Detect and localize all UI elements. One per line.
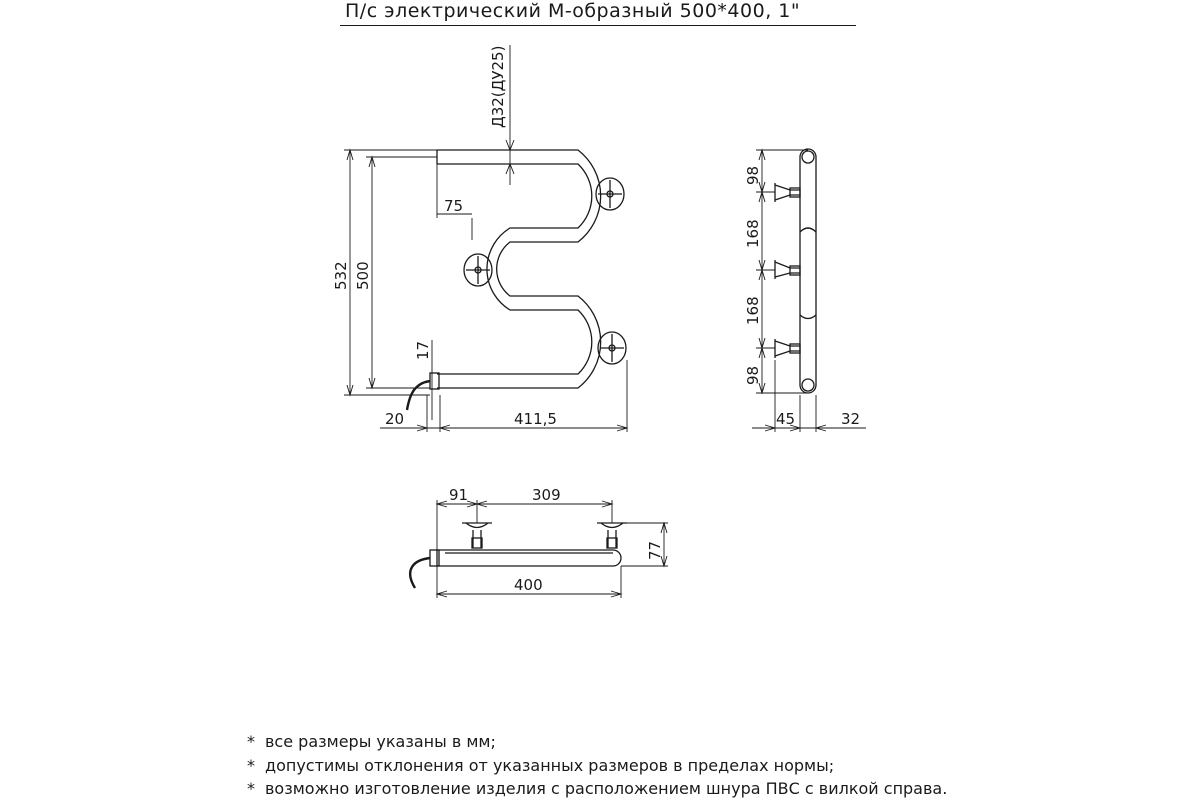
top-bracket-right [597,523,627,548]
dim-top-left: 91 [449,486,469,504]
dim-left-gap: 20 [385,410,405,428]
dim-width: 411,5 [514,410,557,428]
dim-top-depth: 77 [646,540,664,560]
dim-top-width: 400 [514,576,543,594]
bracket-lower-right [598,332,626,364]
pipe-diameter-label: Д32(ДУ25) [489,45,507,128]
pipe-inner-contour [437,164,592,374]
dim-side-diameter: 32 [841,410,861,428]
top-view [410,486,668,598]
side-view [744,149,866,432]
dim-total-height: 532 [332,261,350,290]
dim-height: 500 [354,261,372,290]
dim-side-mid1: 168 [744,219,762,248]
note-item: * все размеры указаны в мм; [247,730,947,754]
bracket-upper-right [596,178,624,210]
asterisk-icon: * [247,755,255,775]
side-bracket-middle [775,260,800,279]
top-bracket-left [462,523,492,548]
asterisk-icon: * [247,732,255,751]
heater-fitting [430,373,439,389]
dim-side-bottom: 98 [744,365,762,385]
pipe-outer-contour [437,150,601,388]
notes-list [247,730,947,801]
note-item: * допустимы отклонения от указанных размеров в пределах нормы; [247,754,947,778]
dim-side-depth: 45 [776,410,796,428]
drawing-title: П/с электрический М-образный 500*400, 1" [345,0,801,22]
dim-bottom-offset: 17 [414,340,432,360]
asterisk-icon: * [247,779,255,798]
front-view [332,45,627,432]
dim-side-mid2: 168 [744,296,762,325]
dim-offset: 75 [444,197,464,215]
top-power-cord [410,558,430,588]
side-bracket-bottom [775,339,800,358]
bracket-middle-left [464,254,492,286]
dim-top-between: 309 [532,486,561,504]
note-item: * возможно изготовление изделия с расположением шнура ПВС с вилкой справа. [247,777,947,801]
side-pipe [800,149,816,393]
dim-side-top: 98 [744,165,762,185]
side-bracket-top [775,183,800,202]
